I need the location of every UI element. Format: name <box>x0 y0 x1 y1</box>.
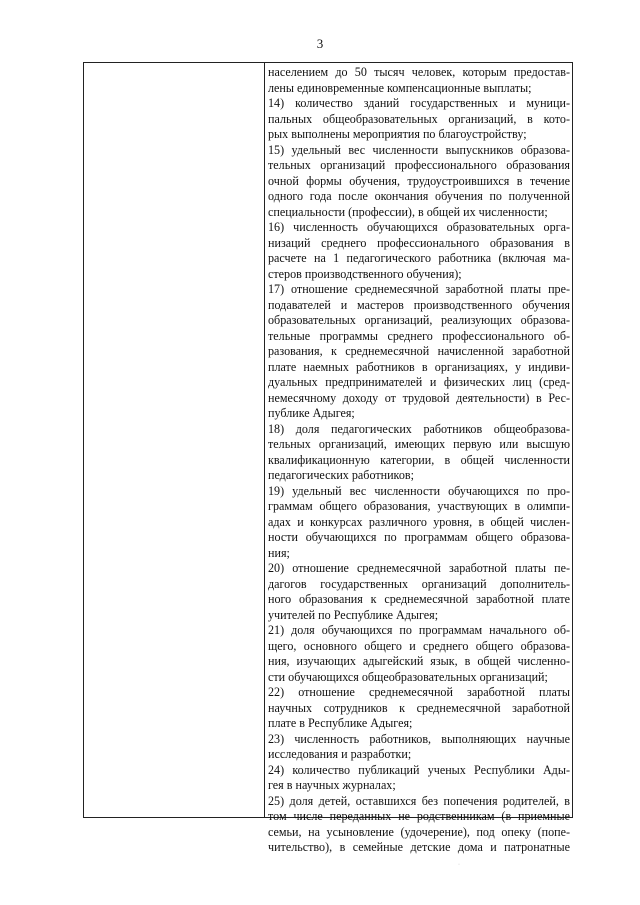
text-line: низаций среднего профессионального образования в <box>268 235 570 250</box>
text-line: научных сотрудников к среднемесячной заработной <box>268 700 570 715</box>
text-line: 17) отношение среднемесячной заработной платы пре- <box>268 282 570 296</box>
text-line: 24) количество публикаций ученых Республики Ады- <box>268 762 570 777</box>
text-line: ния, изучающих адыгейский язык, в общей численно- <box>268 654 570 668</box>
text-line: щего, основного общего и среднего общего образова- <box>268 638 570 653</box>
text-line: граммам общего образования, участвующих в олимпи- <box>268 499 570 513</box>
text-line: адах и конкурсах различного уровня, в общей числен- <box>268 514 570 529</box>
text-line: 20) отношение среднемесячной заработной платы пе- <box>268 561 570 575</box>
text-line: 18) доля педагогических работников общеобразова- <box>268 421 570 436</box>
text-line: рых выполнены мероприятия по благоустройству; <box>268 127 527 141</box>
text-line: публике Адыгея; <box>268 406 355 420</box>
text-line: тельных организаций профессионального образования <box>268 158 570 172</box>
text-line: дуальных предпринимателей и физических лиц (сред- <box>268 375 570 389</box>
table-right-column <box>265 63 572 854</box>
text-line: гея в научных журналах; <box>268 778 396 792</box>
text-line: специальности (профессии), в общей их численности; <box>268 204 548 219</box>
text-line: пальных общеобразовательных организаций, в кото- <box>268 111 570 126</box>
text-line: ного образования к среднемесячной заработной плате <box>268 592 570 606</box>
text-line: том числе переданных не родственникам (в приемные <box>268 809 570 823</box>
text-line: ности обучающихся по программам общего образова- <box>268 530 570 544</box>
text-line: 25) доля детей, оставшихся без попечения родителей, в <box>268 793 570 808</box>
text-line: немесячному доходу от трудовой деятельности) в Рес- <box>268 390 570 405</box>
text-line: ния; <box>268 545 290 560</box>
text-line: очной формы обучения, трудоустроившихся в течение <box>268 173 570 188</box>
scan-mark: · <box>458 862 460 868</box>
text-line: сти обучающихся общеобразовательных организаций; <box>268 669 548 684</box>
text-line: расчете на 1 педагогического работника (включая ма- <box>268 251 570 265</box>
text-line: тельных организаций, имеющих первую или высшую <box>268 437 570 451</box>
text-line: семьи, на усыновление (удочерение), под опеку (попе- <box>268 824 570 839</box>
text-line: 15) удельный вес численности выпускников образова- <box>268 142 570 157</box>
text-line: плате наемных работников в организациях, у индиви- <box>268 359 570 374</box>
text-line: 23) численность работников, выполняющих научные <box>268 731 570 746</box>
text-line: подавателей и мастеров производственного обучения <box>268 297 570 312</box>
text-line: разования, к среднемесячной начисленной заработной <box>268 344 570 358</box>
text-line: 19) удельный вес численности обучающихся по про- <box>268 483 570 498</box>
text-line: стеров производственного обучения); <box>268 266 462 281</box>
text-line: учителей по Республике Адыгея; <box>268 607 439 622</box>
text-line: одного года после окончания обучения по полученной <box>268 189 570 203</box>
text-line: 22) отношение среднемесячной заработной платы <box>268 685 570 699</box>
text-line: плате в Республике Адыгея; <box>268 716 413 730</box>
text-line: 16) численность обучающихся образовательных орга- <box>268 220 570 234</box>
text-line: тельные программы среднего профессионального об- <box>268 328 570 343</box>
text-line: исследования и разработки; <box>268 747 412 761</box>
text-line: чительство), в семейные детские дома и патронатные <box>268 840 570 854</box>
table-left-column <box>84 63 265 817</box>
text-line: населением до 50 тысяч человек, которым предостав- <box>268 65 570 79</box>
page-number: 3 <box>316 36 324 51</box>
text-line: образовательных организаций, реализующих образова- <box>268 313 570 327</box>
text-line: лены единовременные компенсационные выплаты; <box>268 80 532 95</box>
indicator-table <box>83 62 573 854</box>
text-line: 21) доля обучающихся по программам начального об- <box>268 623 570 637</box>
text-line: квалификационную категории, в общей численности <box>268 452 570 467</box>
text-line: педагогических работников; <box>268 468 414 482</box>
text-line: 14) количество зданий государственных и муници- <box>268 96 570 110</box>
text-line: дагогов государственных организаций дополнитель- <box>268 576 570 591</box>
